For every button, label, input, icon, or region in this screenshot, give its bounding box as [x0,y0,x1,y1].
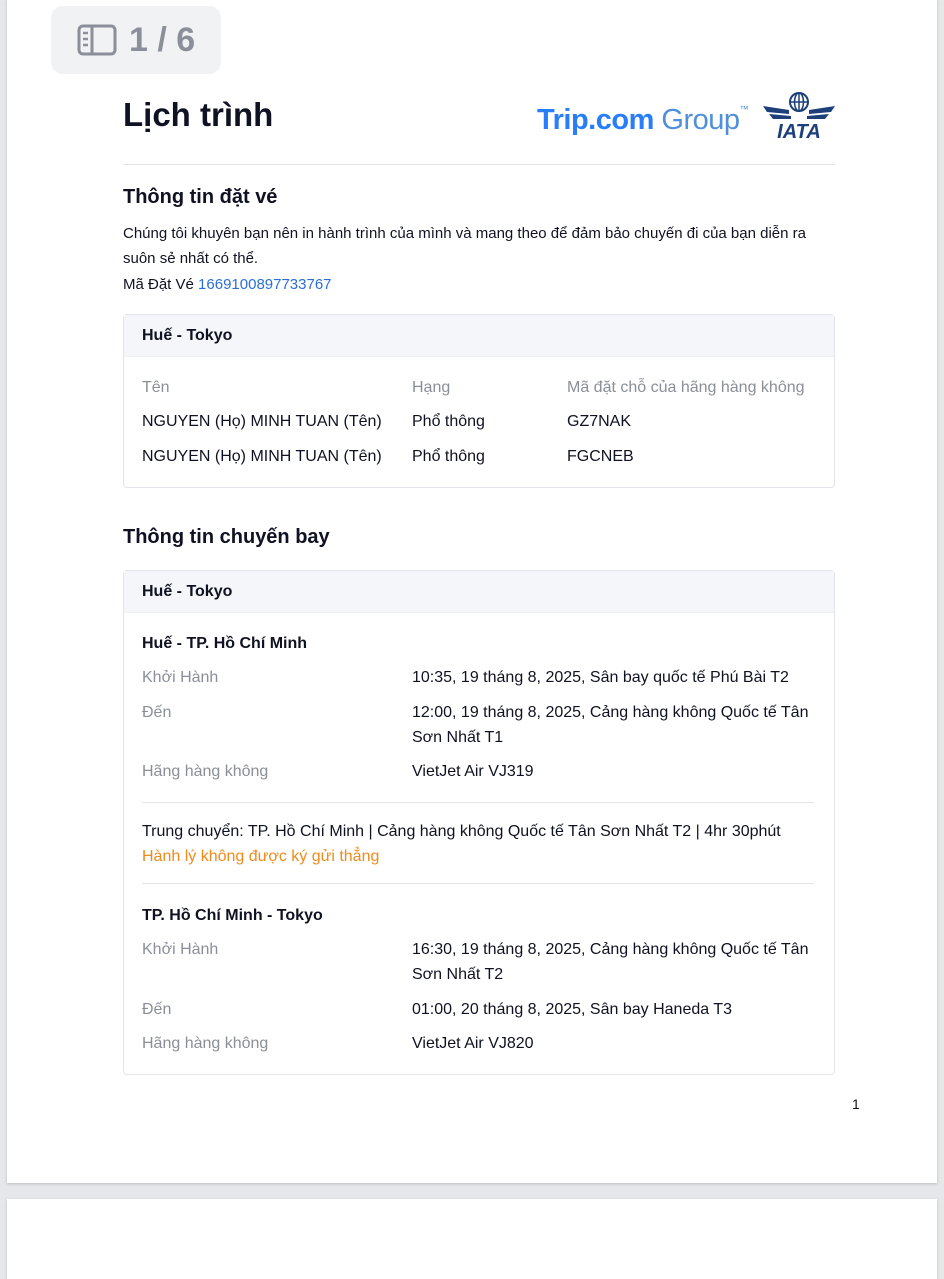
iata-logo [761,92,837,147]
flight-card [123,570,835,1075]
booking-info-heading: Thông tin đặt vé [123,186,278,208]
booking-reference [123,272,332,297]
arrive-label: Đến [142,704,172,721]
transfer-info: Trung chuyển: TP. Hồ Chí Minh | Cảng hàng không Quốc tế Tân Sơn Nhất T2 | 4hr 30phút [142,823,781,840]
arrive-label: Đến [142,1001,172,1018]
segment-divider [142,883,814,884]
booking-card-route: Huế - Tokyo [124,315,834,357]
passenger-class: Phổ thông [412,413,485,430]
flight-info-heading: Thông tin chuyến bay [123,526,330,548]
booking-intro-text: Chúng tôi khuyên bạn nên in hành trình của mình và mang theo để đảm bảo chuyến đi của bạn diễn ra suôn sẻ nhất có thể. [123,225,806,267]
passenger-pnr: FGCNEB [567,448,634,465]
header-divider [123,164,835,165]
column-header-name: Tên [142,379,170,396]
column-header-pnr: Mã đặt chỗ của hãng hàng không [567,379,805,396]
depart-label: Khởi Hành [142,669,219,686]
arrive-value-cont: Sơn Nhất T1 [412,729,504,746]
segment-divider [142,802,814,803]
svg-text:IATA: IATA [777,121,821,142]
column-header-class: Hạng [412,379,451,396]
depart-value: 10:35, 19 tháng 8, 2025, Sân bay quốc tế Phú Bài T2 [412,669,789,686]
segment-title: Huế - TP. Hồ Chí Minh [142,635,308,652]
booking-card [123,314,835,488]
arrive-value: 12:00, 19 tháng 8, 2025, Cảng hàng không Quốc tế Tân [412,704,809,721]
passenger-pnr: GZ7NAK [567,413,632,430]
page-number: 1 [852,1096,860,1112]
document-title: Lịch trình [123,96,274,133]
airline-label: Hãng hàng không [142,1035,269,1052]
arrive-value: 01:00, 20 tháng 8, 2025, Sân bay Haneda T3 [412,1001,732,1018]
next-document-page [7,1199,937,1279]
airline-value: VietJet Air VJ820 [412,1035,534,1052]
passenger-name: NGUYEN (Họ) MINH TUAN (Tên) [142,448,382,465]
document-page [7,0,937,1183]
page-indicator-badge[interactable] [51,6,221,74]
passenger-name: NGUYEN (Họ) MINH TUAN (Tên) [142,413,382,430]
airline-label: Hãng hàng không [142,763,269,780]
depart-label: Khởi Hành [142,941,219,958]
passenger-class: Phổ thông [412,448,485,465]
sidebar-icon[interactable] [77,24,117,56]
trip-com-group-logo: Trip.com Group™ [537,104,749,136]
booking-reference-label: Mã Đặt Vé [123,276,194,293]
depart-value-cont: Sơn Nhất T2 [412,966,504,983]
airline-value: VietJet Air VJ319 [412,763,534,780]
baggage-warning: Hành lý không được ký gửi thẳng [142,848,380,865]
depart-value: 16:30, 19 tháng 8, 2025, Cảng hàng không Quốc tế Tân [412,941,809,958]
page-indicator-text: 1 / 6 [129,20,196,59]
booking-reference-number[interactable]: 1669100897733767 [198,276,332,293]
segment-title: TP. Hồ Chí Minh - Tokyo [142,907,323,924]
flight-card-route: Huế - Tokyo [124,571,834,613]
